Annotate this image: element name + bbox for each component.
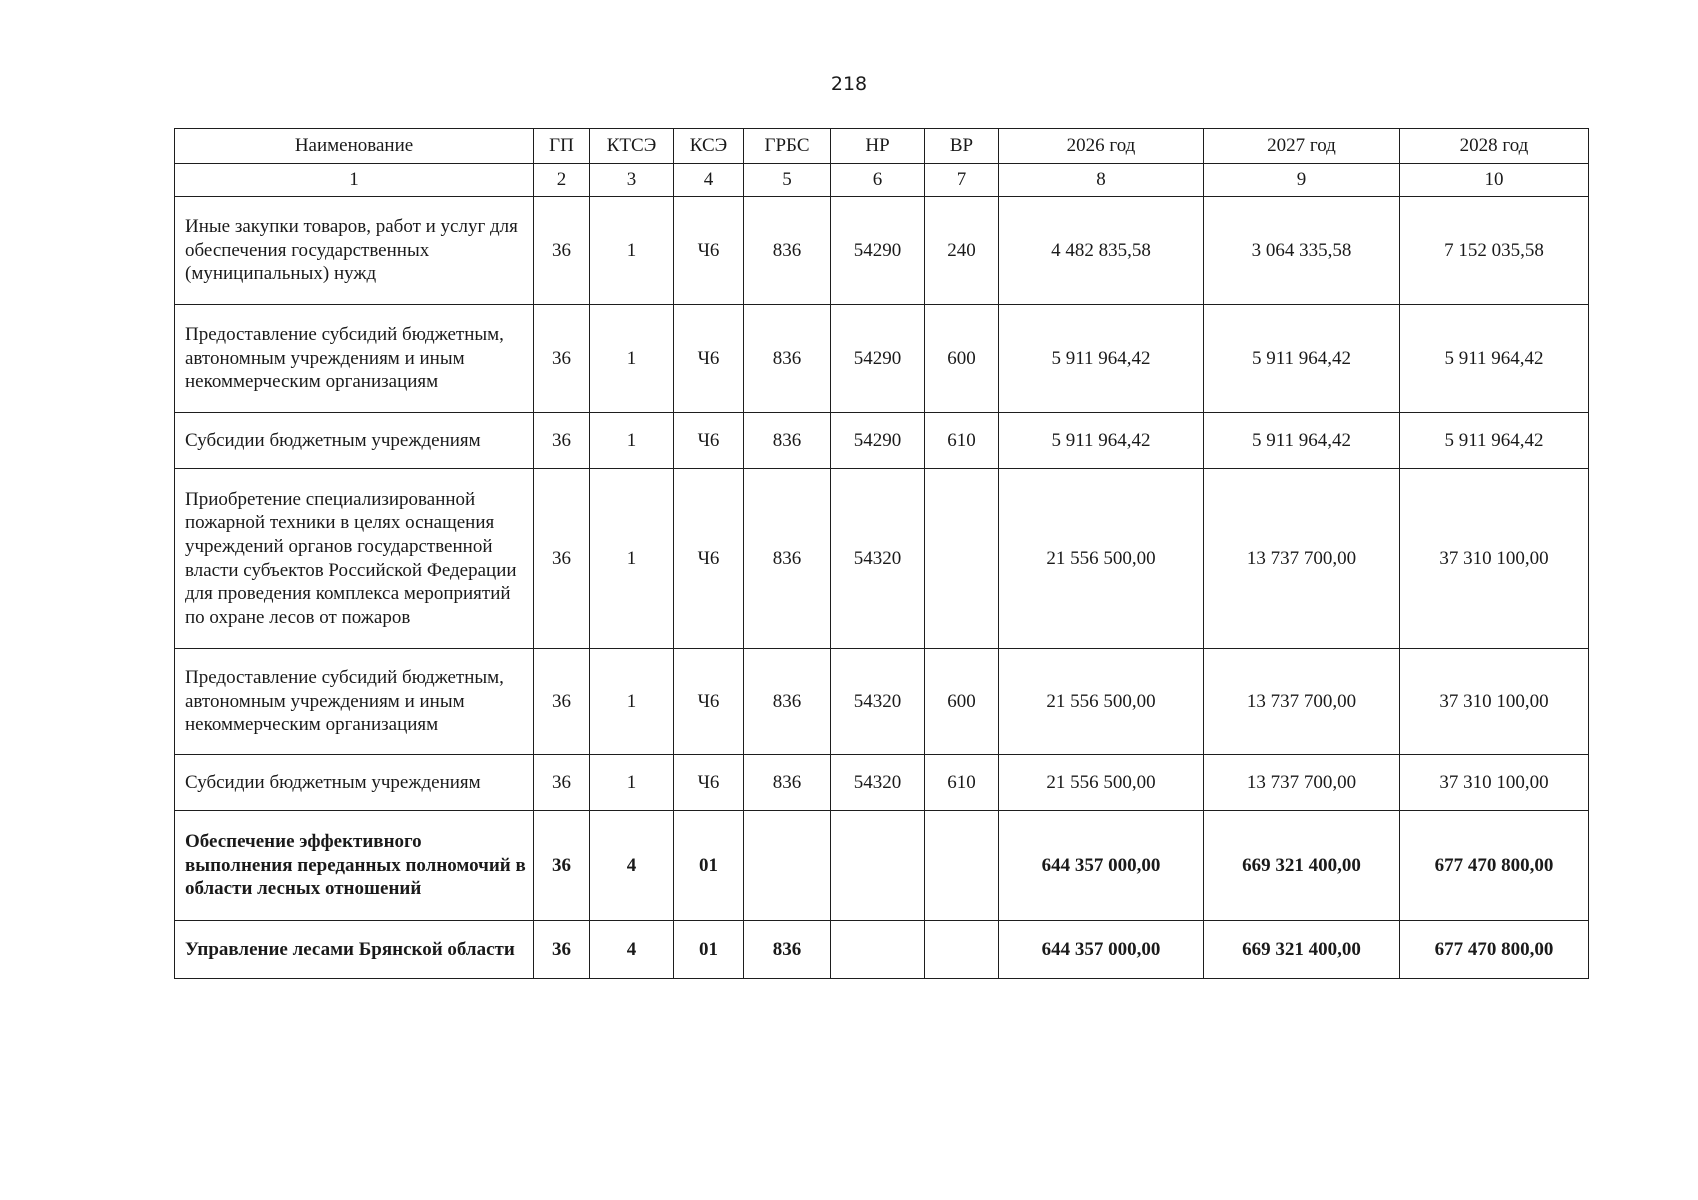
column-number: 6	[831, 164, 925, 197]
cell-grbs: 836	[744, 469, 831, 649]
cell-2028: 37 310 100,00	[1400, 755, 1589, 811]
column-number: 2	[534, 164, 590, 197]
cell-vr: 600	[925, 649, 999, 755]
cell-grbs: 836	[744, 921, 831, 979]
cell-2027: 669 321 400,00	[1204, 811, 1400, 921]
cell-2028: 37 310 100,00	[1400, 469, 1589, 649]
cell-kse: 01	[674, 921, 744, 979]
cell-2027: 13 737 700,00	[1204, 649, 1400, 755]
cell-ktse: 1	[590, 413, 674, 469]
cell-gp: 36	[534, 755, 590, 811]
cell-2026: 5 911 964,42	[999, 305, 1204, 413]
table-row	[175, 811, 1589, 921]
table-row	[175, 755, 1589, 811]
header-ktse: КТСЭ	[590, 129, 674, 164]
cell-ktse: 1	[590, 305, 674, 413]
cell-nr	[831, 921, 925, 979]
cell-2026: 21 556 500,00	[999, 469, 1204, 649]
table-row	[175, 469, 1589, 649]
cell-vr	[925, 469, 999, 649]
cell-grbs	[744, 811, 831, 921]
header-nr: НР	[831, 129, 925, 164]
cell-vr: 600	[925, 305, 999, 413]
cell-2027: 5 911 964,42	[1204, 413, 1400, 469]
cell-kse: Ч6	[674, 755, 744, 811]
cell-vr	[925, 921, 999, 979]
column-number: 4	[674, 164, 744, 197]
cell-2026: 5 911 964,42	[999, 413, 1204, 469]
cell-kse: Ч6	[674, 197, 744, 305]
cell-name: Предоставление субсидий бюджетным, автономным учреждениям и иным некоммерческим организациям	[175, 649, 534, 755]
table-row	[175, 649, 1589, 755]
cell-vr: 610	[925, 755, 999, 811]
cell-ktse: 1	[590, 649, 674, 755]
header-gp: ГП	[534, 129, 590, 164]
cell-grbs: 836	[744, 755, 831, 811]
cell-grbs: 836	[744, 197, 831, 305]
cell-2028: 5 911 964,42	[1400, 413, 1589, 469]
cell-nr: 54320	[831, 755, 925, 811]
cell-2026: 4 482 835,58	[999, 197, 1204, 305]
header-2026: 2026 год	[999, 129, 1204, 164]
cell-2026: 21 556 500,00	[999, 755, 1204, 811]
cell-nr: 54290	[831, 413, 925, 469]
cell-nr: 54320	[831, 649, 925, 755]
column-number: 7	[925, 164, 999, 197]
cell-gp: 36	[534, 649, 590, 755]
cell-kse: 01	[674, 811, 744, 921]
cell-ktse: 1	[590, 469, 674, 649]
table-row	[175, 197, 1589, 305]
cell-gp: 36	[534, 305, 590, 413]
cell-gp: 36	[534, 469, 590, 649]
table-row	[175, 921, 1589, 979]
column-number: 5	[744, 164, 831, 197]
cell-name: Предоставление субсидий бюджетным, автономным учреждениям и иным некоммерческим организациям	[175, 305, 534, 413]
column-number-row	[175, 164, 1589, 197]
cell-name: Приобретение специализированной пожарной техники в целях оснащения учреждений органов государственной власти субъектов Российской Федерации для проведения комплекса мероприятий по охране лесов от пожаров	[175, 469, 534, 649]
cell-2028: 37 310 100,00	[1400, 649, 1589, 755]
cell-ktse: 1	[590, 197, 674, 305]
cell-2028: 5 911 964,42	[1400, 305, 1589, 413]
column-number: 3	[590, 164, 674, 197]
cell-2026: 644 357 000,00	[999, 921, 1204, 979]
cell-vr: 240	[925, 197, 999, 305]
table-row	[175, 413, 1589, 469]
cell-2028: 7 152 035,58	[1400, 197, 1589, 305]
table-row	[175, 305, 1589, 413]
header-2028: 2028 год	[1400, 129, 1589, 164]
column-number: 1	[175, 164, 534, 197]
cell-name: Иные закупки товаров, работ и услуг для обеспечения государственных (муниципальных) нужд	[175, 197, 534, 305]
cell-name: Субсидии бюджетным учреждениям	[175, 413, 534, 469]
cell-nr: 54320	[831, 469, 925, 649]
cell-kse: Ч6	[674, 413, 744, 469]
header-vr: ВР	[925, 129, 999, 164]
cell-2027: 3 064 335,58	[1204, 197, 1400, 305]
column-number: 10	[1400, 164, 1589, 197]
header-kse: КСЭ	[674, 129, 744, 164]
cell-grbs: 836	[744, 305, 831, 413]
cell-gp: 36	[534, 811, 590, 921]
cell-ktse: 1	[590, 755, 674, 811]
cell-2026: 644 357 000,00	[999, 811, 1204, 921]
cell-name: Субсидии бюджетным учреждениям	[175, 755, 534, 811]
header-name: Наименование	[175, 129, 534, 164]
page-number: 218	[830, 73, 868, 95]
cell-2026: 21 556 500,00	[999, 649, 1204, 755]
cell-kse: Ч6	[674, 469, 744, 649]
cell-grbs: 836	[744, 649, 831, 755]
cell-gp: 36	[534, 197, 590, 305]
cell-ktse: 4	[590, 811, 674, 921]
cell-gp: 36	[534, 921, 590, 979]
header-2027: 2027 год	[1204, 129, 1400, 164]
header-grbs: ГРБС	[744, 129, 831, 164]
cell-ktse: 4	[590, 921, 674, 979]
cell-2028: 677 470 800,00	[1400, 811, 1589, 921]
cell-kse: Ч6	[674, 305, 744, 413]
cell-2027: 669 321 400,00	[1204, 921, 1400, 979]
cell-2028: 677 470 800,00	[1400, 921, 1589, 979]
cell-vr: 610	[925, 413, 999, 469]
cell-vr	[925, 811, 999, 921]
cell-kse: Ч6	[674, 649, 744, 755]
cell-nr: 54290	[831, 305, 925, 413]
cell-2027: 13 737 700,00	[1204, 469, 1400, 649]
table-body	[175, 197, 1589, 979]
cell-name: Управление лесами Брянской области	[175, 921, 534, 979]
budget-table	[174, 128, 1589, 979]
cell-nr: 54290	[831, 197, 925, 305]
cell-2027: 13 737 700,00	[1204, 755, 1400, 811]
cell-gp: 36	[534, 413, 590, 469]
column-number: 8	[999, 164, 1204, 197]
table-header-row	[175, 129, 1589, 164]
column-number: 9	[1204, 164, 1400, 197]
cell-name: Обеспечение эффективного выполнения переданных полномочий в области лесных отношений	[175, 811, 534, 921]
cell-nr	[831, 811, 925, 921]
cell-grbs: 836	[744, 413, 831, 469]
cell-2027: 5 911 964,42	[1204, 305, 1400, 413]
